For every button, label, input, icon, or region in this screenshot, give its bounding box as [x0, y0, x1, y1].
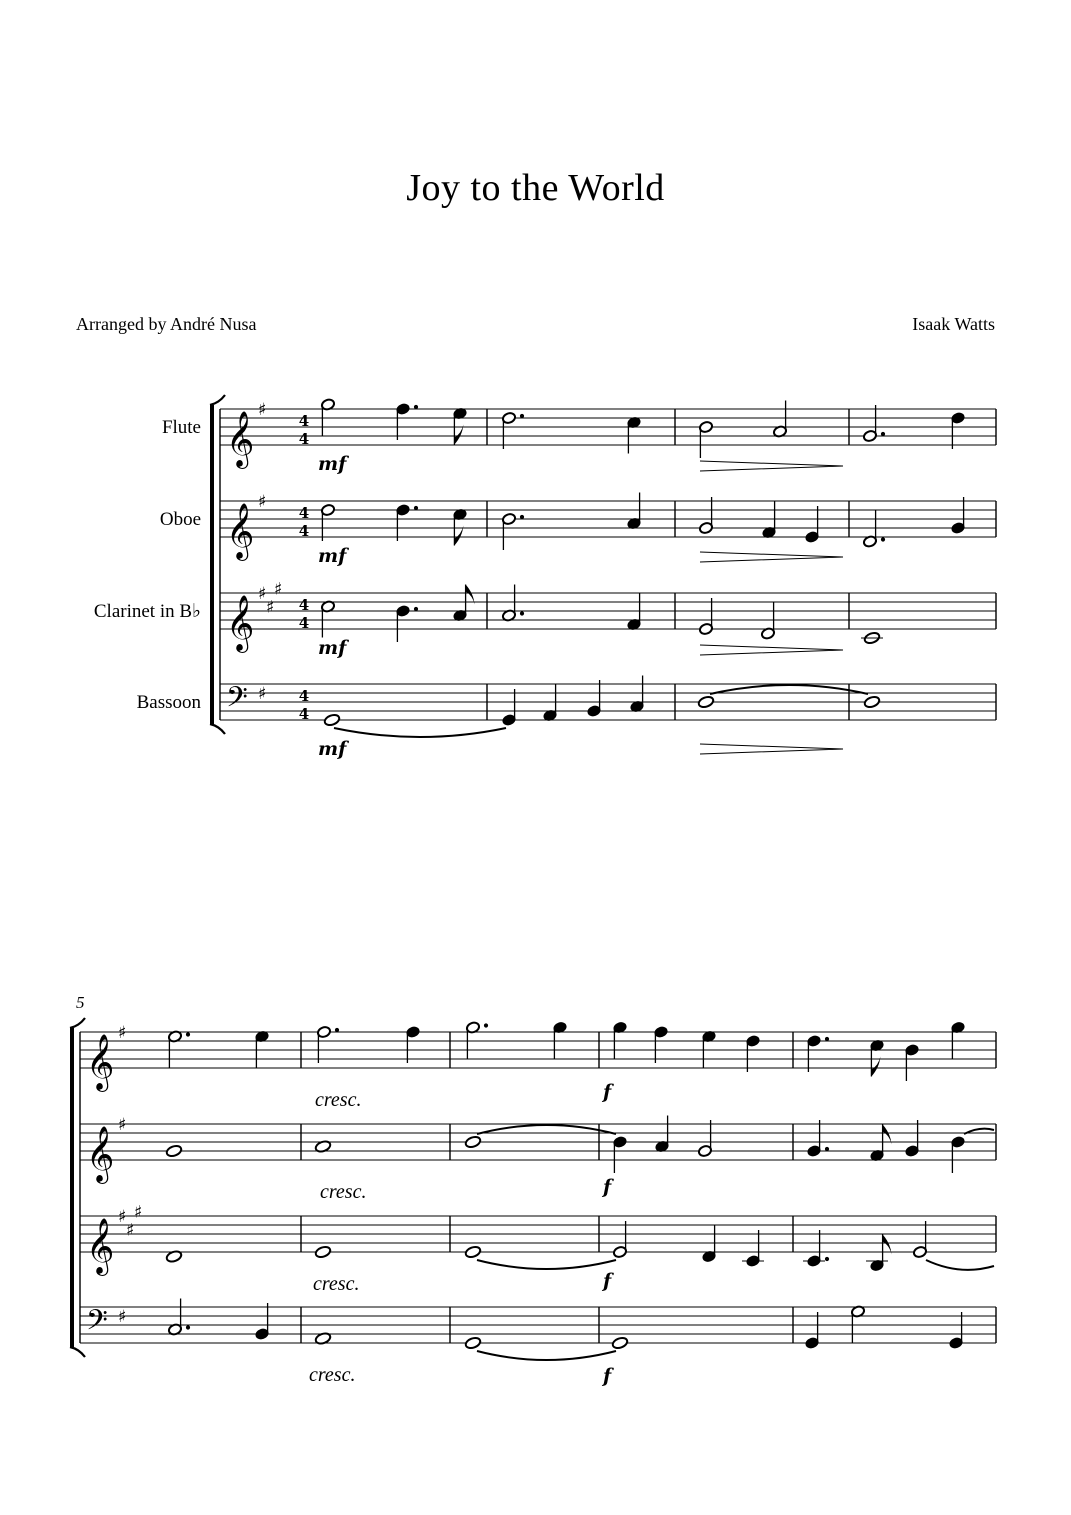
augmentation-dot [825, 1037, 829, 1041]
treble-clef-icon: 𝄞 [86, 1218, 115, 1274]
note-head [314, 1245, 331, 1259]
decrescendo-hairpin [700, 552, 843, 562]
cresc-marking: cresc. [320, 1181, 367, 1203]
forte-mark-flute: f [603, 1081, 612, 1103]
dynamic-mark-bassoon: mf [318, 738, 347, 760]
augmentation-dot [186, 1032, 190, 1036]
treble-clef-icon: 𝄞 [86, 1034, 115, 1090]
dynamic-mark-oboe: mf [318, 545, 347, 567]
composer-credit: Isaak Watts [912, 314, 995, 334]
augmentation-dot [414, 607, 418, 611]
arranger-credit: Arranged by André Nusa [76, 314, 257, 334]
note-head [464, 1135, 481, 1149]
augmentation-dot [825, 1147, 829, 1151]
note-head [165, 1144, 182, 1158]
sharp-icon: ♯ [118, 1115, 127, 1135]
system-bracket [210, 405, 214, 724]
sharp-icon: ♯ [118, 1307, 127, 1327]
bracket-top-hook [70, 1018, 85, 1028]
time-signature-denominator: 4 [298, 705, 310, 723]
sharp-icon: ♯ [258, 684, 267, 704]
instrument-label-bassoon: Bassoon [136, 692, 201, 713]
time-signature-numerator: 4 [298, 412, 310, 430]
sharp-icon: ♯ [118, 1023, 127, 1043]
time-signature-numerator: 4 [298, 687, 310, 705]
note-head [464, 1336, 481, 1350]
system-bracket [70, 1028, 74, 1347]
sharp-icon: ♯ [266, 597, 275, 618]
time-signature-numerator: 4 [298, 596, 310, 614]
decrescendo-hairpin [700, 645, 843, 655]
dynamic-mark-clarinet: mf [318, 637, 347, 659]
measure-number: 5 [76, 993, 85, 1012]
sharp-icon: ♯ [134, 1202, 143, 1223]
augmentation-dot [520, 611, 524, 615]
forte-mark-oboe: f [603, 1176, 612, 1198]
note-head [323, 713, 340, 727]
sharp-icon: ♯ [258, 492, 267, 512]
note-head [611, 1336, 628, 1350]
time-signature-denominator: 4 [298, 522, 310, 540]
note-head [464, 1245, 481, 1259]
cresc-marking: cresc. [313, 1273, 360, 1295]
cresc-marking: cresc. [315, 1089, 362, 1111]
augmentation-dot [335, 1028, 339, 1032]
forte-mark-bassoon: f [603, 1365, 612, 1387]
bass-clef-icon: 𝄢 [86, 1304, 108, 1344]
bracket-top-hook [210, 395, 225, 405]
forte-mark-clarinet: f [603, 1270, 612, 1292]
score-title: Joy to the World [406, 167, 665, 209]
augmentation-dot [881, 537, 885, 541]
note-head [863, 695, 880, 709]
augmentation-dot [186, 1325, 190, 1329]
cresc-marking: cresc. [309, 1364, 356, 1386]
instrument-label-oboe: Oboe [159, 509, 201, 530]
augmentation-dot [520, 414, 524, 418]
augmentation-dot [414, 405, 418, 409]
sharp-icon: ♯ [258, 584, 267, 604]
sharp-icon: ♯ [258, 400, 267, 420]
augmentation-dot [825, 1257, 829, 1261]
time-signature-denominator: 4 [298, 614, 310, 632]
note-head [697, 695, 714, 709]
augmentation-dot [414, 506, 418, 510]
treble-clef-icon: 𝄞 [226, 503, 255, 559]
tie [334, 728, 506, 737]
treble-clef-icon: 𝄞 [226, 411, 255, 467]
time-signature-denominator: 4 [298, 430, 310, 448]
instrument-label-clarinet: Clarinet in B♭ [93, 601, 201, 622]
dynamic-mark-flute: mf [318, 453, 347, 475]
tie [477, 1351, 616, 1360]
bass-clef-icon: 𝄢 [226, 681, 248, 721]
augmentation-dot [484, 1023, 488, 1027]
instrument-label-flute: Flute [161, 417, 201, 438]
bracket-bottom-hook [210, 724, 225, 734]
decrescendo-hairpin [700, 744, 843, 754]
treble-clef-icon: 𝄞 [86, 1126, 115, 1182]
sharp-icon: ♯ [118, 1207, 127, 1227]
tie [926, 1260, 994, 1270]
augmentation-dot [881, 432, 885, 436]
tie [477, 1260, 616, 1269]
bracket-bottom-hook [70, 1347, 85, 1357]
augmentation-dot [520, 515, 524, 519]
decrescendo-hairpin [700, 461, 843, 471]
time-signature-numerator: 4 [298, 504, 310, 522]
treble-clef-icon: 𝄞 [226, 595, 255, 651]
sharp-icon: ♯ [274, 579, 283, 600]
sharp-icon: ♯ [126, 1220, 135, 1241]
